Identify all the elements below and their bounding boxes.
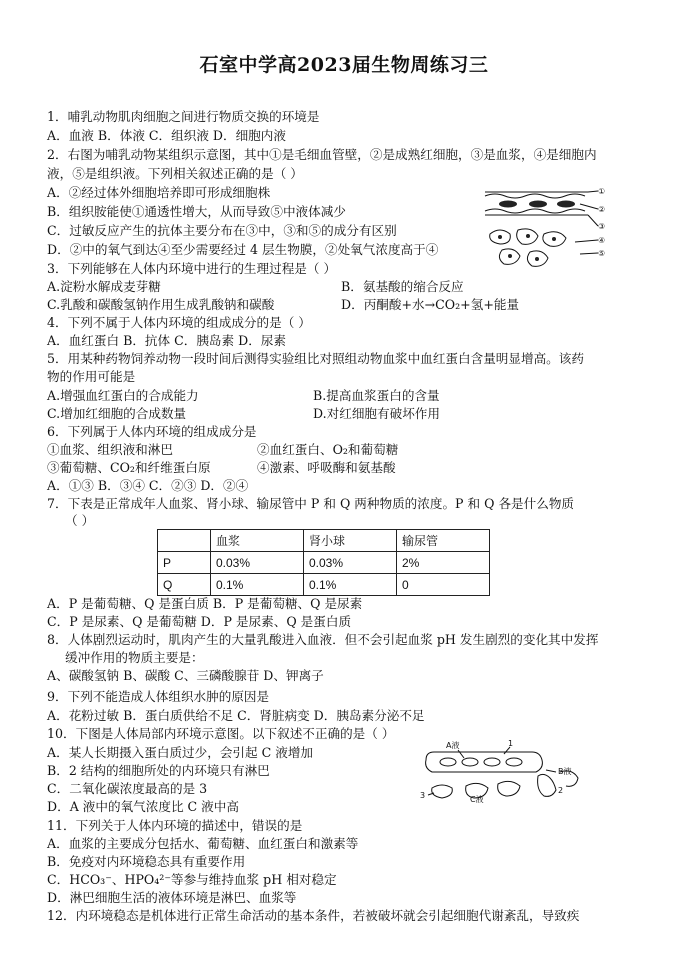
q6-item-2: ②血红蛋白、O₂和葡萄糖 (257, 442, 399, 457)
table-cell: 0 (397, 574, 490, 596)
label-2: ② (598, 205, 606, 214)
label-a-fluid: A液 (446, 741, 460, 750)
red-blood-cell (529, 201, 547, 208)
q3-option-b: B．氨基酸的缩合反应 (341, 279, 464, 294)
q4-options: A．血红蛋白 B．抗体 C．胰岛素 D．尿素 (47, 333, 286, 348)
label-5: ⑤ (598, 249, 606, 258)
internal-environment-diagram (418, 738, 588, 804)
lymph-vessel (538, 774, 556, 796)
blood-cell (440, 758, 456, 766)
q6-item-3: ③葡萄糖、CO₂和纤维蛋白原 (47, 460, 211, 475)
q3-option-a: A.淀粉水解成麦芽糖 (47, 279, 161, 294)
q12-stem: 12．内环境稳态是机体进行正常生命活动的基本条件，若被破坏就会引起细胞代谢紊乱，导致疾 (47, 908, 580, 923)
q8-options: A、碳酸氢钠 B、碳酸 C、三磷酸腺苷 D、钾离子 (47, 668, 324, 683)
leader-line (580, 253, 598, 254)
q2-option-d: D．②中的氧气到达④至少需要经过 4 层生物膜，②处氧气浓度高于④ (47, 242, 439, 257)
table-cell: 0.1% (304, 574, 397, 596)
label-b-fluid: B液 (558, 767, 572, 776)
label-1: ① (598, 187, 606, 196)
q3-stem: 3．下列能够在人体内环境中进行的生理过程是（ ） (47, 261, 337, 276)
red-blood-cell (499, 201, 517, 208)
q2-stem: 2．右图为哺乳动物某组织示意图，其中①是毛细血管壁，②是成熟红细胞，③是血浆，④是细胞内 (47, 147, 597, 162)
leader-line (580, 204, 598, 209)
q1-options: A．血液 B．体液 C．组织液 D．细胞内液 (47, 128, 286, 143)
leader-line (588, 191, 598, 192)
q8-stem-cont: 缓冲作用的物质主要是： (65, 650, 204, 665)
q3-option-d: D．丙酮酸+水→CO₂+氢+能量 (341, 297, 520, 312)
label-c-fluid: C液 (470, 795, 484, 804)
label-2: 2 (558, 786, 564, 795)
cell-nucleus (552, 237, 556, 241)
cell-nucleus (498, 235, 502, 239)
q6-options: A．①③ B．③④ C．②③ D．②④ (47, 478, 249, 493)
q11-option-c: C．HCO₃⁻、HPO₄²⁻等参与维持血浆 pH 相对稳定 (47, 872, 337, 887)
q10-option-d: D．A 液中的氧气浓度比 C 液中高 (47, 799, 239, 814)
q11-stem: 11．下列关于人体内环境的描述中，错误的是 (47, 818, 303, 833)
table-cell: 0.1% (211, 574, 304, 596)
q5-option-a: A.增强血红蛋白的合成能力 (47, 388, 199, 403)
tissue-cell (432, 785, 453, 798)
q3-option-c: C.乳酸和碳酸氢钠作用生成乳酸钠和碳酸 (47, 297, 275, 312)
leader-line (458, 750, 464, 758)
q11-option-a: A．血浆的主要成分包括水、葡萄糖、血红蛋白和激素等 (47, 836, 359, 851)
q6-stem: 6．下列属于人体内环境的组成成分是 (47, 424, 257, 439)
blood-cell (462, 758, 478, 766)
q7-stem: 7．下表是正常成年人血浆、肾小球、输尿管中 P 和 Q 两种物质的浓度。P 和 Q 各是什么物质 (47, 496, 575, 511)
capillary-cells (485, 194, 585, 198)
q5-stem-cont: 物的作用可能是 (47, 369, 136, 384)
cell-nucleus (526, 234, 530, 238)
q8-stem: 8．人体剧烈运动时，肌肉产生的大量乳酸进入血液．但不会引起血浆 pH 发生剧烈的变化其中发挥 (47, 632, 599, 647)
tissue-diagram (480, 182, 610, 274)
q10-option-a: A．某人长期摄入蛋白质过少，会引起 C 液增加 (47, 745, 314, 760)
q2-option-b: B．组织胺能使①通透性增大，从而导致⑤中液体减少 (47, 204, 346, 219)
table-header-cell: 肾小球 (304, 530, 397, 552)
table-row (158, 552, 490, 574)
blood-cell (506, 758, 522, 766)
blood-cell (484, 758, 500, 766)
cell-nucleus (508, 254, 512, 258)
leader-line (575, 240, 598, 242)
q9-options: A．花粉过敏 B．蛋白质供给不足 C．肾脏病变 D．胰岛素分泌不足 (47, 708, 425, 723)
q9-stem: 9．下列不能造成人体组织水肿的原因是 (47, 689, 270, 704)
q2-option-c: C．过敏反应产生的抗体主要分布在③中，③和⑤的成分有区别 (47, 223, 397, 238)
table-cell: 0.03% (304, 552, 397, 574)
label-3: ③ (598, 222, 606, 231)
label-3: 3 (420, 791, 426, 800)
q4-stem: 4．下列不属于人体内环境的组成成分的是（ ） (47, 315, 311, 330)
q10-option-b: B．2 结构的细胞所处的内环境只有淋巴 (47, 763, 270, 778)
q11-option-b: B．免疫对内环境稳态具有重要作用 (47, 854, 246, 869)
table-cell: 2% (397, 552, 490, 574)
label-1: 1 (508, 739, 514, 748)
table-cell: Q (158, 574, 211, 596)
leader-line (546, 770, 556, 772)
table-header-row (158, 530, 490, 552)
q10-option-c: C．二氧化碳浓度最高的是 3 (47, 781, 208, 796)
page-title: 石室中学高2023届生物周练习三 (199, 54, 489, 76)
cell-nucleus (535, 257, 539, 261)
q1-stem: 1．哺乳动物肌肉细胞之间进行物质交换的环境是 (47, 109, 320, 124)
q6-item-4: ④激素、呼吸酶和氨基酸 (257, 460, 396, 475)
q7-options-ab: A．P 是葡萄糖、Q 是蛋白质 B．P 是葡萄糖、Q 是尿素 (47, 596, 363, 611)
table-cell: P (158, 552, 211, 574)
q2-option-a: A．②经过体外细胞培养即可形成细胞株 (47, 185, 271, 200)
q5-stem: 5．用某种药物饲养动物一段时间后测得实验组比对照组动物血浆中血红蛋白含量明显增高。该药 (47, 351, 584, 366)
leader-line (588, 215, 598, 226)
table-header-cell: 输尿管 (397, 530, 490, 552)
table-row (158, 574, 490, 596)
tissue-cell (498, 781, 520, 796)
table-header-cell: 血浆 (211, 530, 304, 552)
q2-stem-cont: 液，⑤是组织液。下列相关叙述正确的是（ ） (47, 166, 303, 181)
red-blood-cell (557, 201, 575, 208)
q5-option-c: C.增加红细胞的合成数量 (47, 406, 187, 421)
q11-option-d: D．淋巴细胞生活的液体环境是淋巴、血浆等 (47, 890, 297, 905)
q5-option-b: B.提高血浆蛋白的含量 (313, 388, 440, 403)
leader-line (504, 747, 510, 754)
label-4: ④ (598, 236, 606, 245)
capillary-cells (485, 209, 585, 213)
table-header-cell (158, 530, 211, 552)
q6-item-1: ①血浆、组织液和淋巴 (47, 442, 173, 457)
q5-option-d: D.对红细胞有破坏作用 (313, 406, 440, 421)
table-cell: 0.03% (211, 552, 304, 574)
q10-stem: 10．下图是人体局部内环境示意图。以下叙述不正确的是（ ） (47, 726, 395, 741)
q7-options-cd: C．P 是尿素、Q 是葡萄糖 D．P 是尿素、Q 是蛋白质 (47, 614, 352, 629)
concentration-table (157, 529, 490, 596)
q7-blank: （ ） (65, 513, 95, 528)
